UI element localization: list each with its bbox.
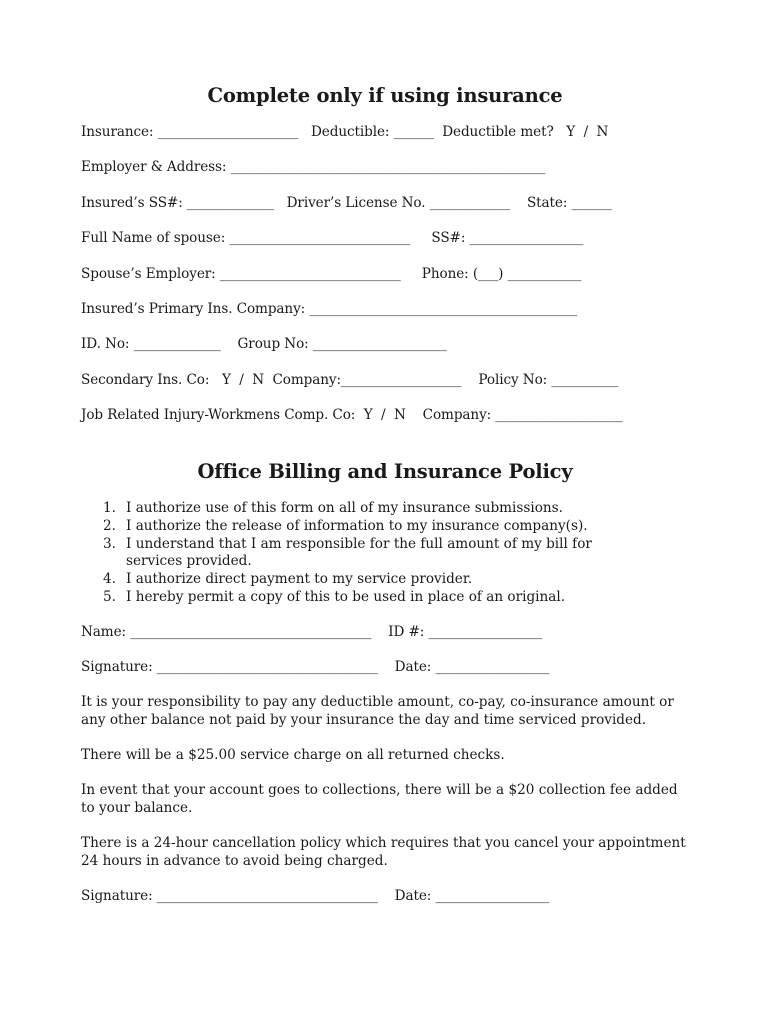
insurance-section-title: Complete only if using insurance [207,84,563,107]
list-item: 3. I understand that I am responsible for the full amount of my bill for services provided. [103,535,592,570]
responsibility-paragraph: It is your responsibility to pay any deductible amount, co-pay, co-insurance amount or any other balance not paid by your insurance the day and time serviced provided. [81,694,674,728]
collections-paragraph: In event that your account goes to collections, there will be a $20 collection fee added to your balance. [81,782,678,816]
secondary-ins-line: Secondary Ins. Co: Y / N Company:__________________ Policy No: __________ [81,372,619,388]
cancellation-paragraph: There is a 24-hour cancellation policy which requires that you cancel your appointment 24 hours in advance to avoid being charged. [81,835,686,869]
signature-date-line-1: Signature: _________________________________ Date: _________________ [81,659,550,675]
returned-checks-paragraph: There will be a $25.00 service charge on all returned checks. [81,747,505,763]
list-item: 2. I authorize the release of information to my insurance company(s). [103,517,588,534]
insured-ss-line: Insured’s SS#: _____________ Driver’s License No. ____________ State: ______ [81,195,612,211]
spouse-name-line: Full Name of spouse: ___________________________ SS#: _________________ [81,230,584,246]
list-item: 5. I hereby permit a copy of this to be used in place of an original. [103,588,566,605]
employer-address-line: Employer & Address: _______________________________________________ [81,159,546,175]
list-item: 1. I authorize use of this form on all of my insurance submissions. [103,500,563,516]
list-item: 4. I authorize direct payment to my service provider. [103,571,473,588]
policy-list [81,500,681,607]
policy-section-title: Office Billing and Insurance Policy [197,460,573,483]
id-group-line: ID. No: _____________ Group No: ____________________ [81,336,447,352]
spouse-employer-line: Spouse’s Employer: ___________________________ Phone: (___) ___________ [81,266,582,282]
signature-date-line-2: Signature: _________________________________ Date: _________________ [81,888,550,904]
name-id-line: Name: ____________________________________ ID #: _________________ [81,624,543,640]
workmens-comp-line: Job Related Injury-Workmens Comp. Co: Y / N Company: ___________________ [81,407,623,423]
primary-ins-company-line: Insured’s Primary Ins. Company: ________________________________________ [81,301,578,317]
insurance-line: Insurance: _____________________ Deductible: ______ Deductible met? Y / N [81,124,609,140]
